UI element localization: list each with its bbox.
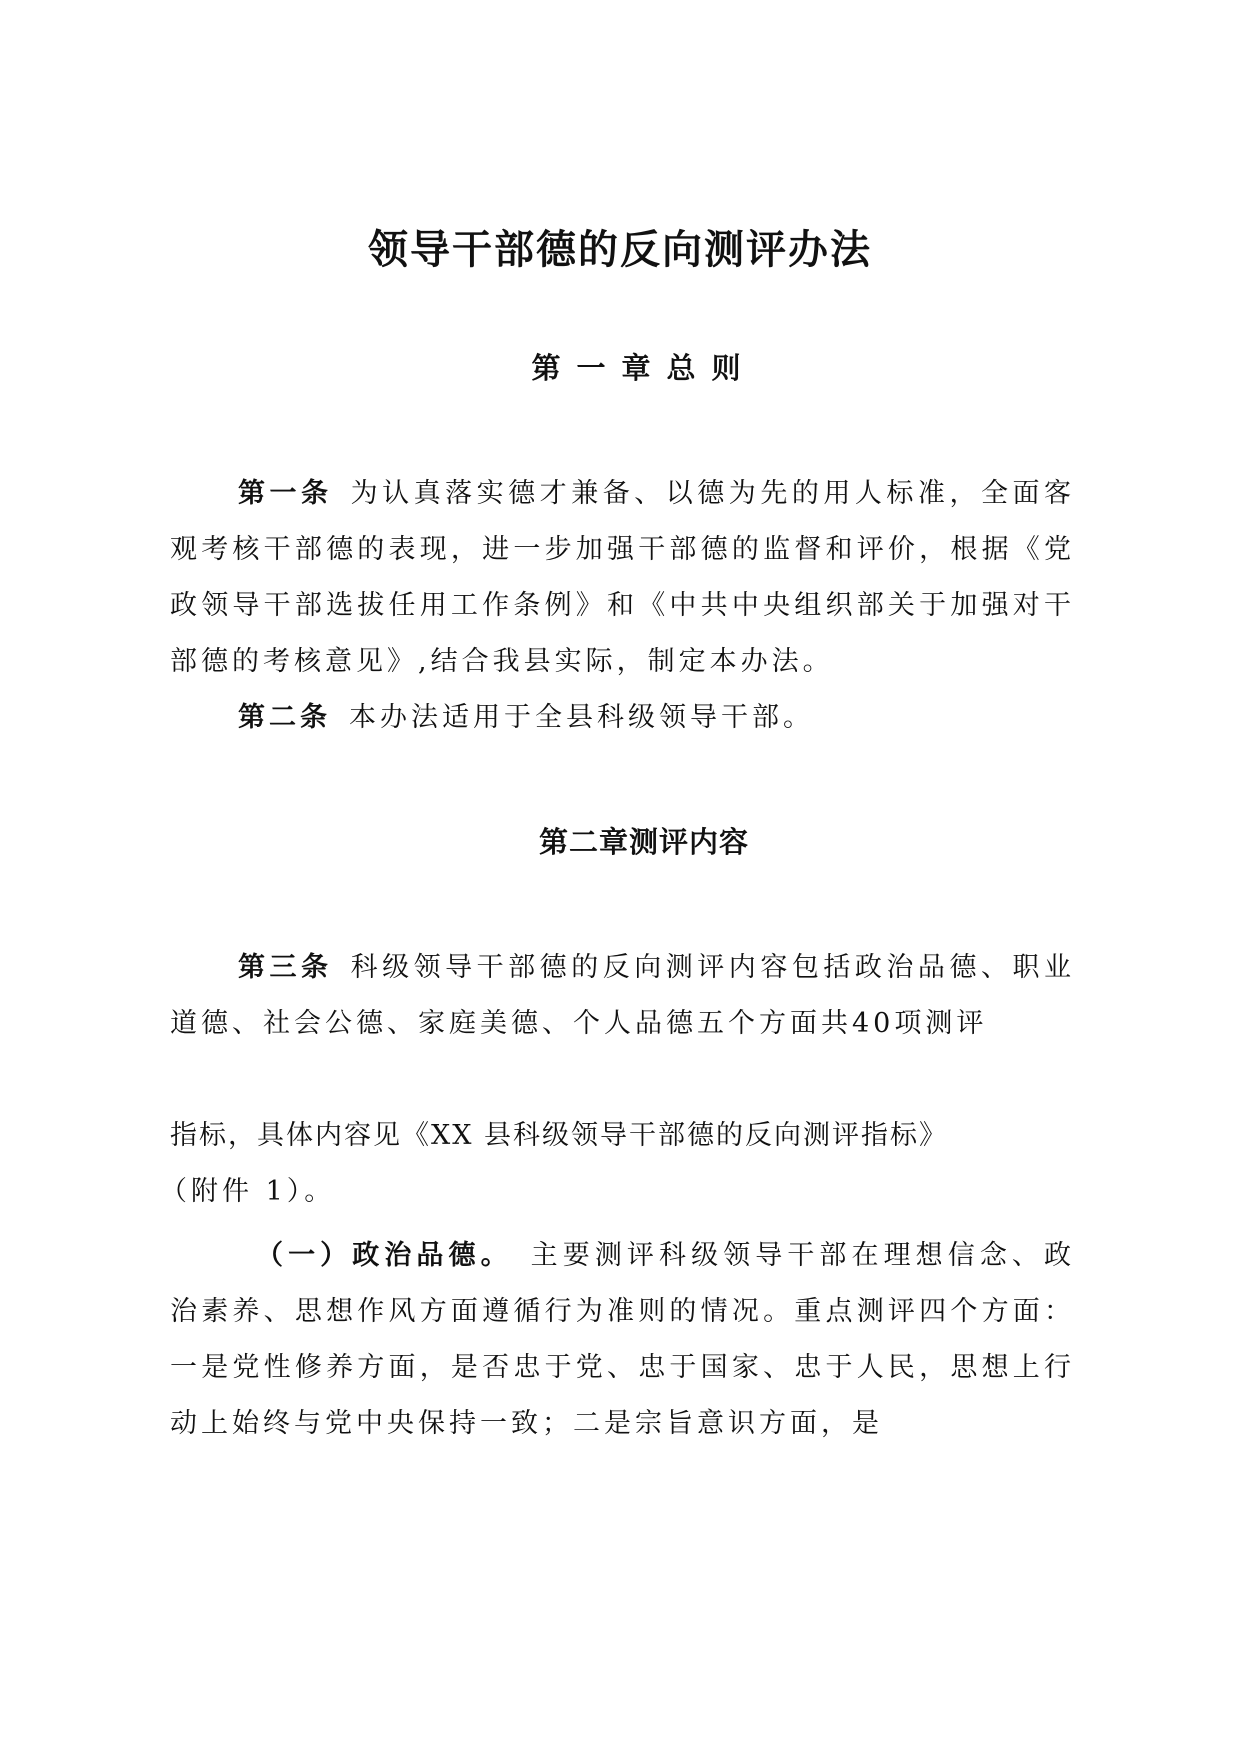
article-one-paragraph (170, 466, 1075, 690)
article-two-text: 本办法适用于全县科级领导干部。 (349, 702, 814, 733)
chapter-two-heading: 第二章测评内容 (538, 825, 749, 859)
article-one-label: 第一条 (238, 478, 333, 509)
article-one-text: 为认真落实德才兼备、以德为先的用人标准，全面客观考核干部德的表现，进一步加强干部德的监督和评价，根据《党政领导干部选拔任用工作条例》和《中共中央组织部关于加强对干部德的考核意见》,结合我县实际，制定本办法。 (170, 478, 1076, 677)
article-three-reference-line: 指标，具体内容见《XX 县科级领导干部德的反向测评指标》 (170, 1120, 949, 1151)
article-three-label: 第三条 (238, 952, 333, 983)
article-two-label: 第二条 (238, 702, 331, 733)
item-political-morality-paragraph (170, 1228, 1075, 1452)
article-three-paragraph (170, 940, 1075, 1052)
chapter-one-heading: 第一章总则 (531, 351, 757, 385)
document-title: 领导干部德的反向测评办法 (368, 227, 872, 273)
article-two-paragraph (170, 690, 1075, 746)
article-three-attachment-note: （附件 1）。 (160, 1176, 336, 1207)
item-political-morality-text: 主要测评科级领导干部在理想信念、政治素养、思想作风方面遵循行为准则的情况。重点测评四个方面： 一是党性修养方面，是否忠于党、忠于国家、忠于人民，思想上行动上始终与党中央保持一致；二是宗旨意识方面，是 (170, 1240, 1076, 1439)
article-three-text: 科级领导干部德的反向测评内容包括政治品德、职业道德、社会公德、家庭美德、个人品德五个方面共40项测评 (170, 952, 1076, 1039)
item-political-morality-label: （一）政治品德。 (256, 1240, 513, 1271)
